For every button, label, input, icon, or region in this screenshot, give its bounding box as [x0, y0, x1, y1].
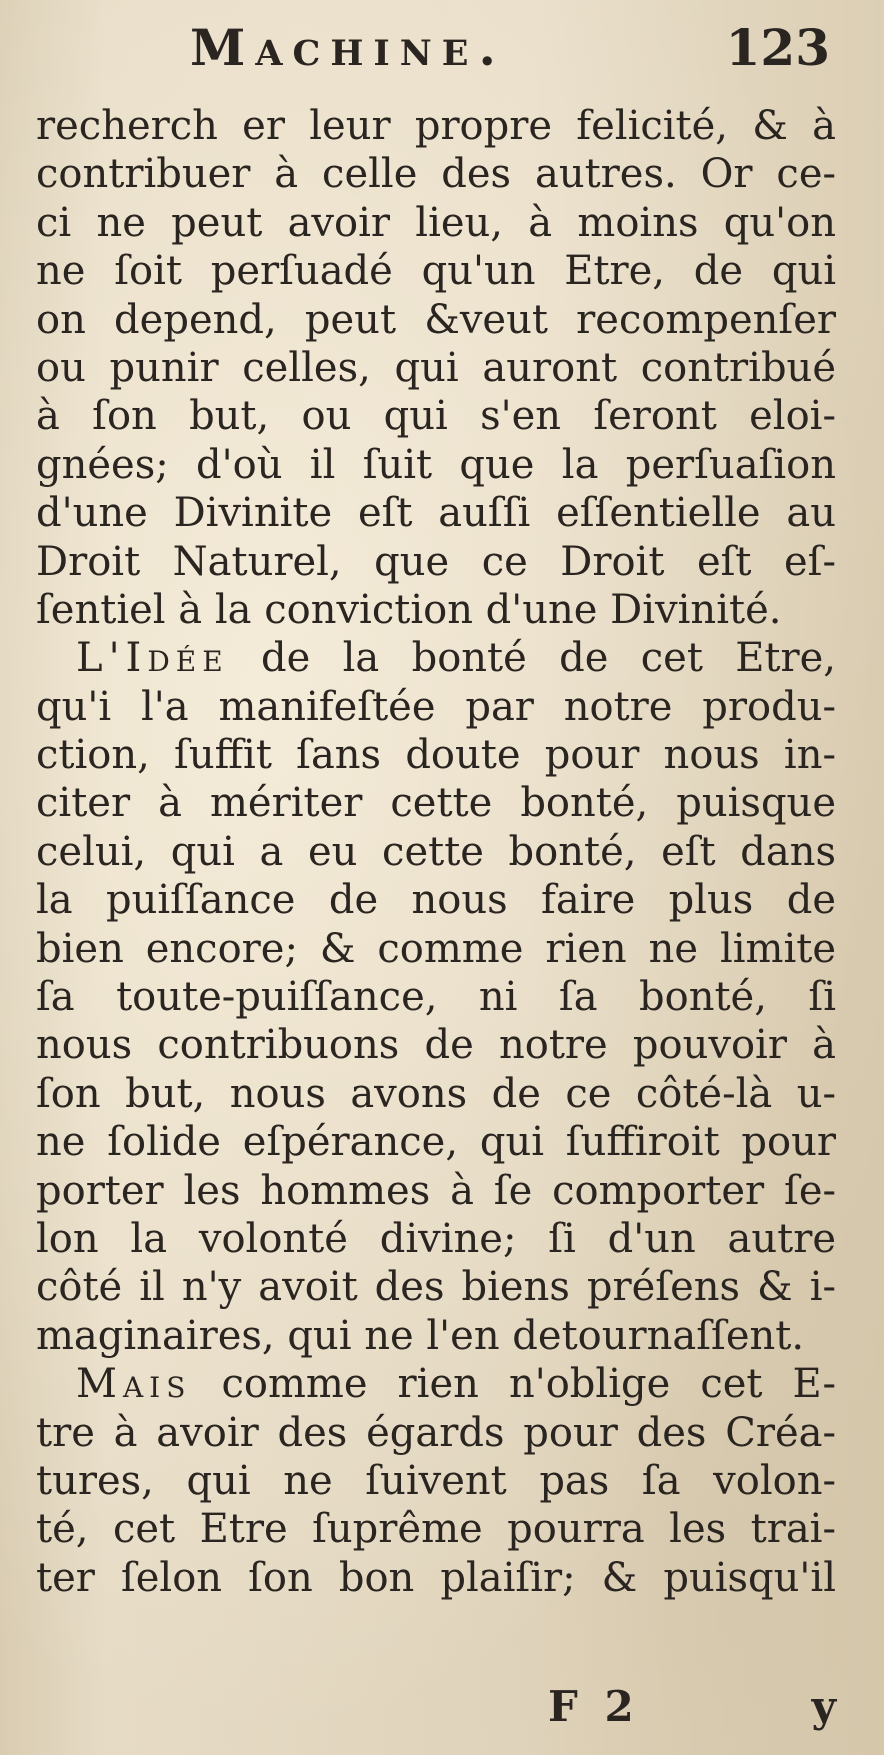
page-footer — [36, 1682, 836, 1738]
running-title: Machine. — [190, 18, 506, 77]
text-line-14: ction, ſuffit ſans doute pour nous in- — [36, 732, 836, 779]
text-line-8: gnées; d'où il ſuit que la perſuaſion — [36, 441, 836, 488]
text-line-29: tures, qui ne ſuivent pas ſa volon- — [36, 1457, 836, 1504]
text-line-3: ci ne peut avoir lieu, à moins qu'on — [36, 199, 836, 246]
text-line-28: tre à avoir des égards pour des Créa- — [36, 1409, 836, 1456]
text-line-13: qu'i l'a manifeſtée par notre produ- — [36, 683, 836, 730]
text-line-20: nous contribuons de notre pouvoir à — [36, 1022, 836, 1069]
paragraph-3-opener: Mais — [76, 1361, 192, 1408]
text-line-2: contribuer à celle des autres. Or ce- — [36, 151, 836, 198]
text-line-26: maginaires, qui ne l'en detournaſſent. — [36, 1312, 805, 1359]
text-line-24: lon la volonté divine; ſi d'un autre — [36, 1215, 836, 1262]
text-line-19: ſa toute-puiſſance, ni ſa bonté, ſi — [36, 974, 836, 1021]
text-line-21: ſon but, nous avons de ce côté-là u- — [36, 1070, 836, 1117]
text-line-25: côté il n'y avoit des biens préſens & i- — [36, 1264, 836, 1311]
text-line-15: citer à mériter cette bonté, puisque — [36, 780, 836, 827]
text-line-6: ou punir celles, qui auront contribué — [36, 344, 836, 391]
text-line-18: bien encore; & comme rien ne limite — [36, 925, 836, 972]
text-line-17: la puiſſance de nous faire plus de — [36, 877, 836, 924]
text-line-12: de la bonté de cet Etre, — [261, 635, 836, 682]
signature-mark: F 2 — [548, 1682, 640, 1731]
text-line-9: d'une Divinite eſt auſſi eſſentielle au — [36, 490, 836, 537]
page-header — [190, 14, 830, 84]
text-line-27: comme rien n'oblige cet E- — [221, 1361, 836, 1408]
catchword: y — [811, 1682, 836, 1731]
text-line-23: porter les hommes à ſe comporter ſe- — [36, 1167, 836, 1214]
text-line-31: ter ſelon ſon bon plaiſir; & puisqu'il — [36, 1554, 836, 1601]
text-line-1: recherch er leur propre felicité, & à — [36, 103, 836, 149]
text-line-5: on depend, peut &veut recompenſer — [36, 296, 836, 343]
paragraph-3-first-line — [36, 1360, 836, 1408]
text-line-16: celui, qui a eu cette bonté, eſt dans — [36, 828, 836, 875]
text-line-11: ſentiel à la conviction d'une Divinité. — [36, 586, 782, 633]
text-line-7: à ſon but, ou qui s'en ſeront eloi- — [36, 393, 836, 440]
text-line-4: ne ſoit perſuadé qu'un Etre, de qui — [36, 248, 836, 295]
text-line-10: Droit Naturel, que ce Droit eſt eſ- — [36, 538, 836, 585]
body-text — [36, 102, 836, 1602]
page-number: 123 — [725, 18, 830, 77]
paragraph-2-first-line — [36, 634, 836, 682]
text-line-22: ne ſolide eſpérance, qui ſuffiroit pour — [36, 1119, 836, 1166]
text-line-30: té, cet Etre ſuprême pourra les trai- — [36, 1506, 836, 1553]
paragraph-2-opener: L'Idée — [76, 635, 229, 682]
